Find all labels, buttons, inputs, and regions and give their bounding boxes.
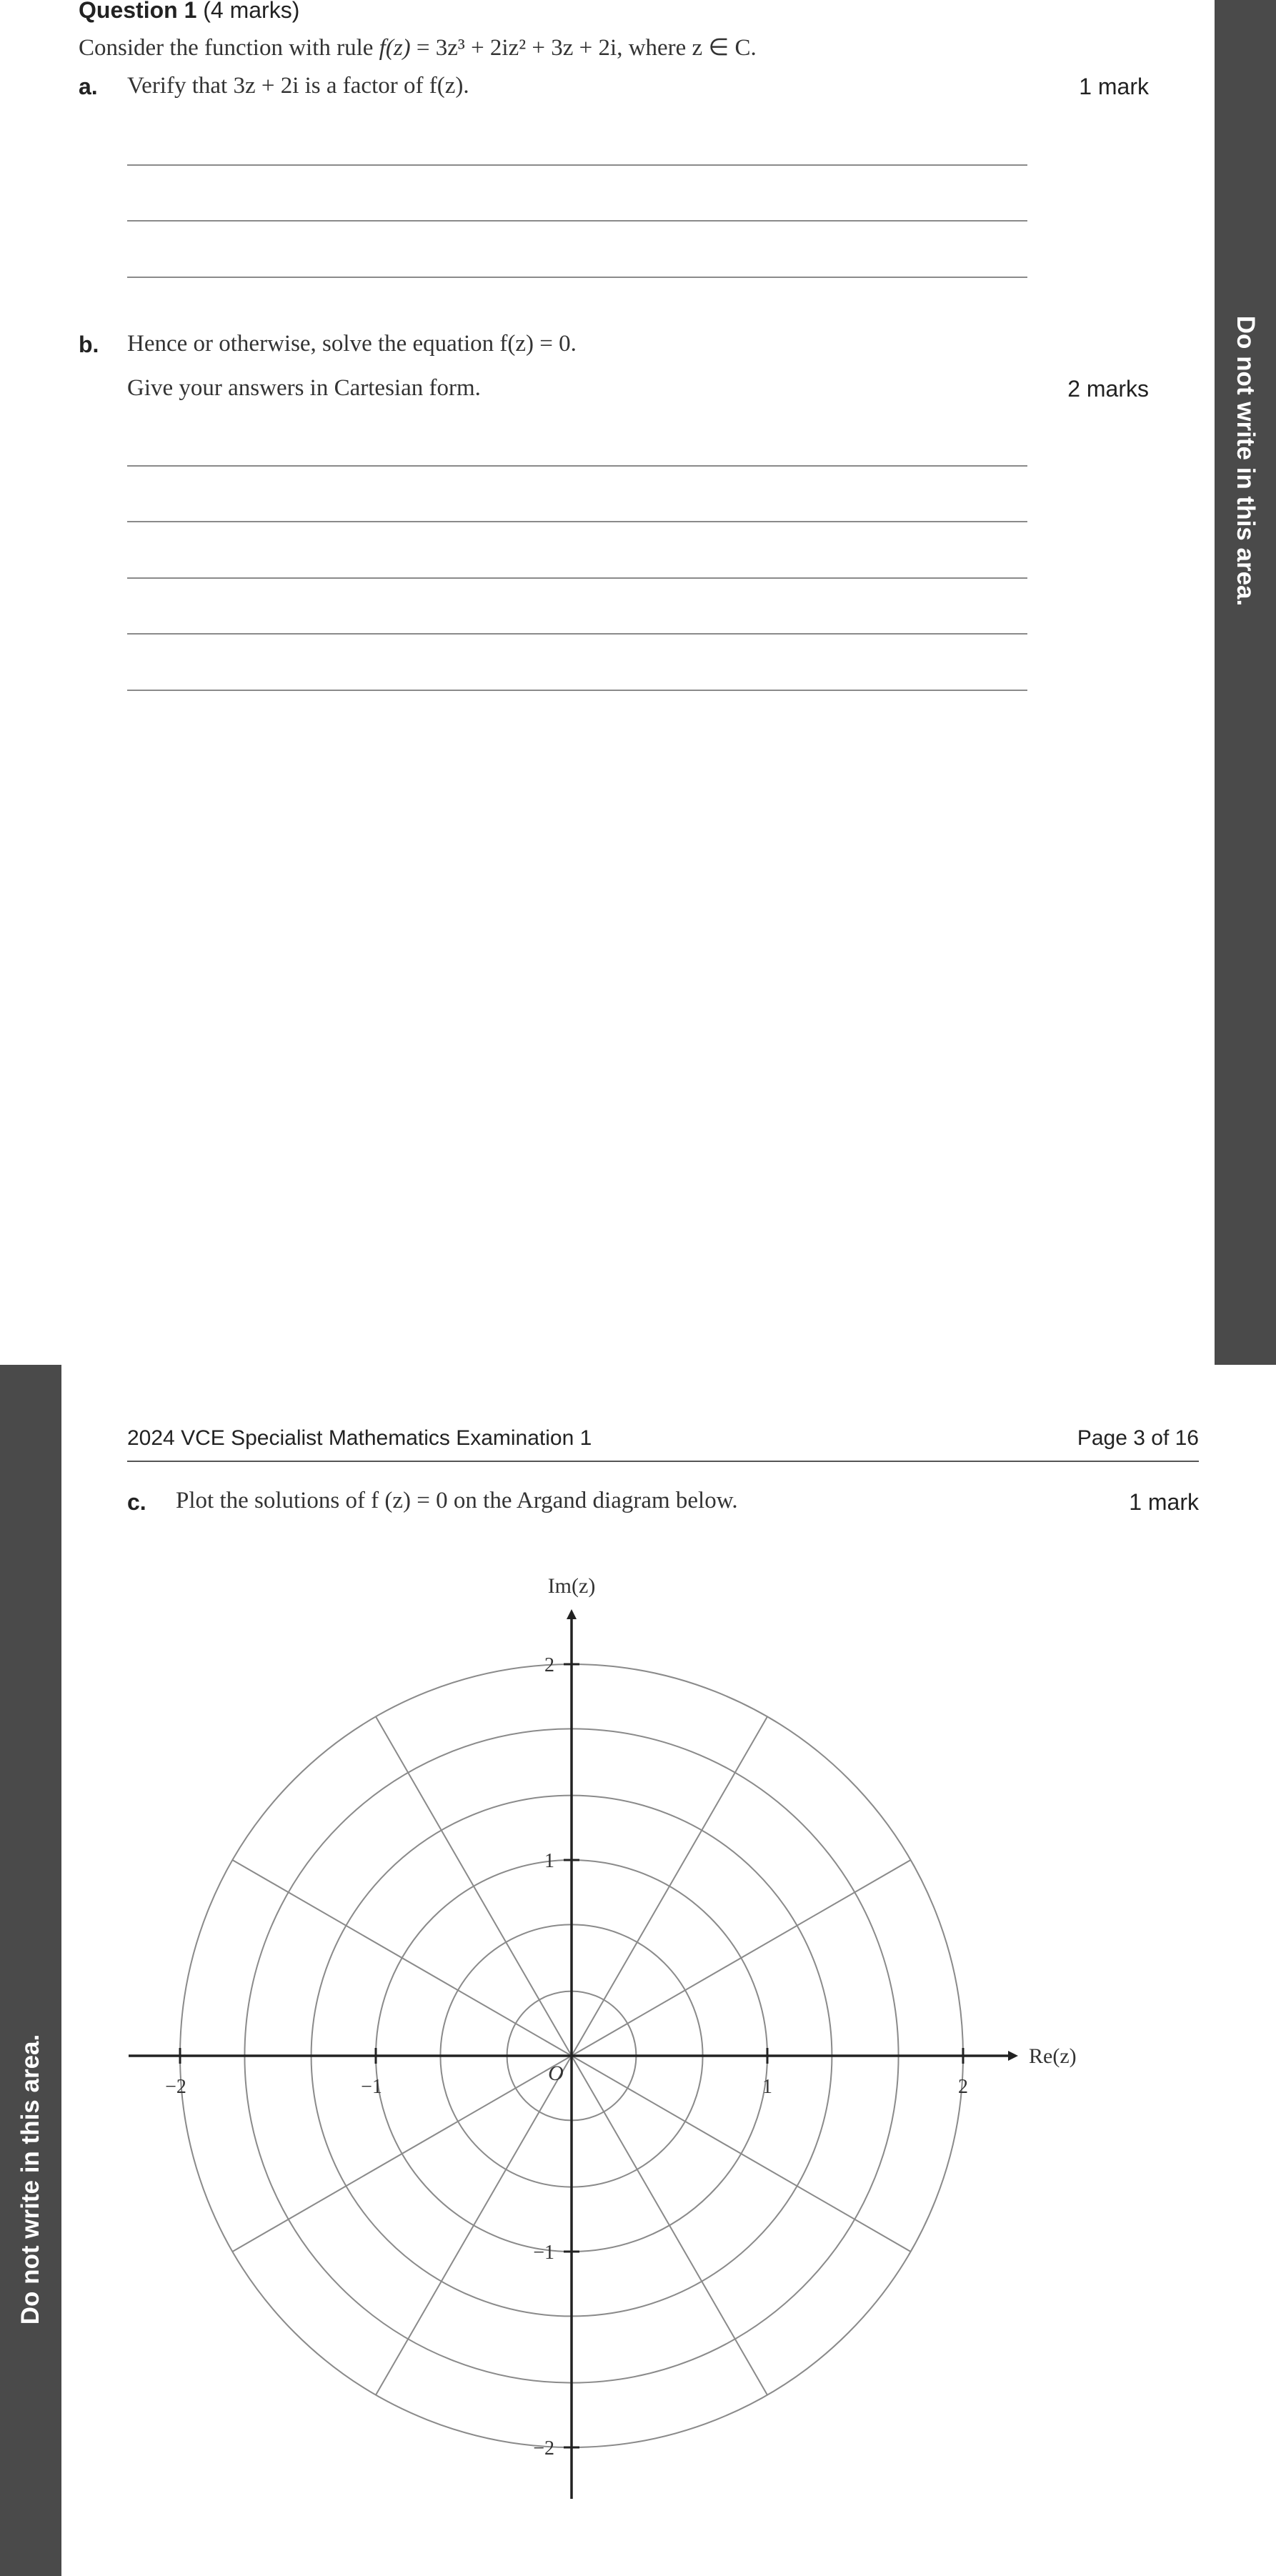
grid-ray [572,1716,767,2056]
im-tick-label: −2 [533,2437,554,2460]
question-intro [79,33,757,61]
re-tick-label: 1 [762,2076,772,2098]
part-c-text: Plot the solutions of f (z) = 0 on the Argand diagram below. [176,1488,738,1513]
part-a-answer-line[interactable] [127,277,1027,278]
im-tick-label: 2 [544,1654,554,1676]
question-marks-total: (4 marks) [203,0,300,23]
question-title: Question 1 [79,0,197,23]
im-tick-label: −1 [533,2242,554,2264]
part-a-answer-line[interactable] [127,220,1027,222]
re-tick-label: −1 [361,2076,382,2098]
rule-lhs: f(z) [379,35,411,61]
intro-suffix: , where z ∈ C. [617,35,757,61]
part-b-answer-line[interactable] [127,521,1027,522]
re-tick-label: −2 [165,2076,186,2098]
im-tick-label: 1 [544,1850,554,1872]
re-tick-label: 2 [958,2076,968,2098]
no-write-strip-left [0,1365,61,2576]
question-heading [79,0,299,24]
part-b-text: Hence or otherwise, solve the equation f(z) = 0. [127,331,577,357]
part-b-answer-line[interactable] [127,633,1027,635]
footer-page-number: Page 3 of 16 [1077,1426,1199,1450]
no-write-label-left: Do not write in this area. [16,2034,44,2325]
argand-diagram[interactable] [114,1558,1115,2508]
part-a-text: Verify that 3z + 2i is a factor of f(z). [127,73,469,99]
part-b-letter: b. [79,332,99,357]
part-b-answer-line[interactable] [127,465,1027,467]
grid-ray [376,1716,572,2056]
part-a-marks: 1 mark [1079,74,1149,99]
part-c-marks: 1 mark [1129,1489,1199,1515]
footer-rule [127,1461,1199,1462]
intro-prefix: Consider the function with rule [79,35,374,61]
part-b-answer-line[interactable] [127,577,1027,579]
part-b-answer-line[interactable] [127,690,1027,691]
grid-ray [572,2056,767,2395]
rule-rhs: = 3z³ + 2iz² + 3z + 2i [416,35,617,61]
part-a-answer-line[interactable] [127,164,1027,166]
grid-ray [572,2056,911,2252]
no-write-label-right: Do not write in this area. [1232,315,1260,607]
footer-exam-title: 2024 VCE Specialist Mathematics Examination 1 [127,1426,592,1450]
grid-ray [376,2056,572,2395]
part-c-letter: c. [127,1489,146,1515]
grid-ray [232,2056,572,2252]
grid-ray [232,1860,572,2056]
part-b-subtext: Give your answers in Cartesian form. [127,375,481,401]
re-axis-label: Re(z) [1029,2044,1077,2068]
argand-labels [165,1574,1077,2460]
argand-axes [129,1614,1013,2499]
part-a-letter: a. [79,74,98,99]
no-write-strip-right [1215,0,1276,1365]
grid-ray [572,1860,911,2056]
im-axis-label: Im(z) [547,1574,596,1598]
part-b-marks: 2 marks [1067,376,1149,402]
origin-label: O [548,2062,564,2085]
